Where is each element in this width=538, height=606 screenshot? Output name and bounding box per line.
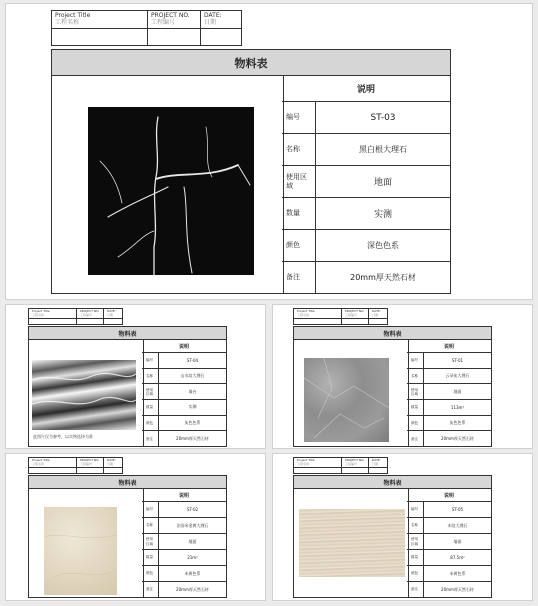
spec-label: 颜色	[142, 566, 159, 581]
title-block	[28, 457, 123, 474]
project-no-label: PROJECT NO.	[80, 458, 100, 462]
table-title: 物料表	[29, 476, 226, 489]
spec-value: 灰色色系	[184, 420, 201, 426]
sheet-st-03	[5, 3, 533, 300]
spec-label: 备注	[407, 431, 424, 446]
spec-rows	[142, 502, 226, 597]
spec-label: 颜色	[282, 230, 316, 261]
spec-value: 20mm厚天然石材	[441, 435, 474, 441]
desc-header: 说明	[142, 340, 226, 353]
image-cell	[294, 489, 409, 597]
spec-row-color	[142, 566, 226, 582]
title-block	[28, 308, 123, 325]
spec-label: 编号	[282, 102, 316, 133]
project-title-value: 工程名称	[297, 312, 310, 317]
desc-header: 说明	[282, 76, 450, 102]
material-table	[293, 326, 492, 447]
spec-row-area	[142, 384, 226, 400]
spec-label: 数量	[282, 198, 316, 229]
spec-row-name	[142, 369, 226, 385]
spec-label: 名称	[407, 369, 424, 384]
spec-row-color	[142, 416, 226, 432]
date-label: DATE:	[372, 309, 381, 313]
spec-row-note	[282, 262, 450, 293]
project-no-label: PROJECT NO.	[345, 309, 365, 313]
material-swatch-black-marble	[88, 107, 254, 275]
spec-label: 名称	[282, 134, 316, 165]
desc-header: 说明	[407, 489, 491, 502]
date-value: 日期	[372, 312, 379, 317]
spec-value: 山水纹大理石	[180, 373, 205, 378]
project-no-value: 工程编号	[345, 461, 358, 466]
spec-label: 数量	[407, 400, 424, 415]
table-title: 物料表	[29, 327, 226, 340]
spec-row-name	[407, 518, 491, 534]
spec-value: 墙面	[453, 538, 462, 544]
spec-value: 20mm厚天然石材	[176, 586, 209, 592]
spec-value: 地面	[373, 178, 392, 188]
spec-row-name	[142, 518, 226, 534]
spec-row-qty	[142, 400, 226, 416]
spec-row-area	[407, 384, 491, 400]
spec-label: 使用区域	[142, 534, 159, 549]
spec-label: 名称	[407, 518, 424, 533]
spec-value: 米黄色系	[449, 570, 466, 576]
image-cell	[294, 340, 409, 446]
spec-value: 黑白根大理石	[359, 145, 407, 154]
spec-row-area	[142, 534, 226, 550]
spec-value: 灰色色系	[449, 420, 466, 426]
spec-row-area	[282, 166, 450, 198]
spec-row-qty	[407, 550, 491, 566]
spec-label: 编号	[142, 502, 159, 517]
spec-value: 地面	[453, 388, 462, 394]
spec-row-note	[142, 431, 226, 446]
spec-row-note	[407, 431, 491, 446]
desc-header: 说明	[407, 340, 491, 353]
spec-value: 87.5m²	[450, 555, 465, 560]
material-swatch-beige-marble	[44, 507, 117, 595]
date-value: 日期	[372, 461, 379, 466]
material-table	[51, 49, 451, 294]
spec-value: ST-02	[186, 507, 199, 512]
spec-label: 数量	[142, 400, 159, 415]
spec-label: 名称	[142, 369, 159, 384]
material-swatch-wood-grain-marble	[299, 509, 405, 577]
project-title-label: Project Title	[297, 309, 315, 313]
spec-row-color	[282, 230, 450, 262]
spec-row-code	[407, 502, 491, 518]
spec-value: 米黄色系	[184, 570, 201, 576]
date-label: DATE:	[372, 458, 381, 462]
spec-row-qty	[407, 400, 491, 416]
material-table	[28, 475, 227, 598]
spec-row-code	[142, 353, 226, 369]
title-block	[293, 308, 388, 325]
sheet-st-04	[5, 304, 266, 449]
image-cell	[52, 76, 284, 293]
project-no-value: 工程编号	[151, 19, 176, 27]
date-value: 日期	[107, 312, 114, 317]
title-block	[51, 10, 242, 46]
spec-label: 编号	[407, 353, 424, 368]
spec-label: 使用区域	[407, 534, 424, 549]
spec-row-area	[407, 534, 491, 550]
spec-value: 21m²	[187, 555, 198, 560]
table-title: 物料表	[294, 327, 491, 340]
spec-label: 颜色	[407, 566, 424, 581]
spec-label: 使用区域	[282, 166, 316, 197]
spec-label: 数量	[407, 550, 424, 565]
spec-label: 备注	[407, 582, 424, 597]
project-title-label: Project Title	[32, 458, 50, 462]
spec-row-note	[407, 582, 491, 597]
spec-label: 编号	[142, 353, 159, 368]
spec-value: 地面	[188, 538, 197, 544]
material-table	[293, 475, 492, 598]
table-title: 物料表	[294, 476, 491, 489]
project-no-label: PROJECT NO.	[345, 458, 365, 462]
spec-value: 113m²	[450, 404, 465, 410]
spec-value: 法国米金黄大理石	[176, 522, 209, 528]
date-value: 日期	[107, 461, 114, 466]
spec-value: 20mm厚天然石材	[350, 273, 416, 282]
sheet-st-02	[5, 453, 266, 601]
sheet-st-05	[272, 453, 533, 601]
spec-rows	[142, 353, 226, 446]
spec-row-code	[407, 353, 491, 369]
spec-label: 颜色	[407, 416, 424, 431]
project-title-label: Project Title	[32, 309, 50, 313]
project-no-value: 工程编号	[80, 461, 93, 466]
project-title-value: 工程名称	[32, 461, 45, 466]
spec-value: ST-03	[370, 112, 396, 123]
spec-row-color	[407, 566, 491, 582]
date-label: DATE:	[107, 309, 116, 313]
spec-label: 颜色	[142, 416, 159, 431]
spec-rows	[407, 353, 491, 446]
project-no-value: 工程编号	[80, 312, 93, 317]
material-swatch-grey-marble	[304, 358, 389, 442]
spec-value: ST-04	[186, 357, 199, 363]
project-title-value: 工程名称	[297, 461, 310, 466]
project-no-label: PROJECT NO.	[80, 309, 100, 313]
project-title-label: Project Title	[55, 12, 91, 19]
project-no-label: PROJECT NO.	[151, 12, 190, 19]
spec-row-color	[407, 416, 491, 432]
date-label: DATE:	[204, 12, 222, 19]
spec-rows	[282, 102, 450, 293]
spec-label: 名称	[142, 518, 159, 533]
spec-label: 使用区域	[142, 384, 159, 399]
spec-value: 20mm厚天然石材	[176, 435, 209, 441]
spec-label: 备注	[282, 262, 316, 293]
project-title-label: Project Title	[297, 458, 315, 462]
spec-value: 20mm厚天然石材	[441, 586, 474, 592]
spec-label: 使用区域	[407, 384, 424, 399]
spec-row-name	[282, 134, 450, 166]
spec-row-note	[142, 582, 226, 597]
spec-value: ST-01	[451, 357, 464, 363]
material-swatch-landscape-marble	[32, 360, 136, 430]
spec-row-code	[142, 502, 226, 518]
sheet-st-01	[272, 304, 533, 449]
image-caption: 此图片仅为参考，以实物选择为准	[33, 434, 93, 439]
spec-value: 云朵灰大理石	[445, 373, 470, 378]
spec-value: 深色色系	[367, 241, 399, 250]
project-title-value: 工程名称	[55, 19, 80, 27]
spec-label: 数量	[142, 550, 159, 565]
spec-row-name	[407, 369, 491, 385]
spec-value: ST-05	[451, 507, 464, 512]
image-cell	[29, 489, 144, 597]
title-block	[293, 457, 388, 474]
spec-label: 备注	[142, 431, 159, 446]
material-table	[28, 326, 227, 447]
spec-value: 墙台	[188, 388, 197, 394]
spec-label: 编号	[407, 502, 424, 517]
desc-header: 说明	[142, 489, 226, 502]
spec-value: 木纹大理石	[447, 522, 468, 528]
spec-row-code	[282, 102, 450, 134]
spec-label: 备注	[142, 582, 159, 597]
spec-row-qty	[142, 550, 226, 566]
spec-row-qty	[282, 198, 450, 230]
date-value: 日期	[204, 19, 217, 27]
table-title: 物料表	[52, 50, 450, 76]
project-no-value: 工程编号	[345, 312, 358, 317]
spec-rows	[407, 502, 491, 597]
image-cell	[29, 340, 144, 446]
spec-value: 实测	[188, 404, 197, 410]
date-label: DATE:	[107, 458, 116, 462]
project-title-value: 工程名称	[32, 312, 45, 317]
spec-value: 实测	[373, 210, 392, 220]
